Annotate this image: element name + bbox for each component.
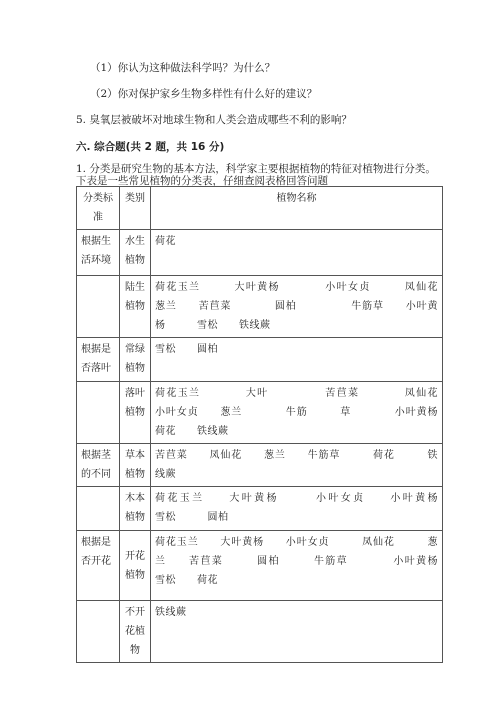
row-basis [77,487,120,531]
table-row [77,382,443,444]
row-plant-names: 荷花玉兰 大叶黄杨 小叶女贞 凤仙花 葱兰 苦苣菜 圆柏 牛筋草 小叶黄杨 雪松 铁线蕨 [151,276,443,338]
row-plant-names: 雪松 圆柏 [151,338,443,382]
row-plant-names: 荷花玉兰 大叶黄杨 小叶女贞 凤仙花 葱兰 苦苣菜 圆柏 牛筋草 小叶黄杨 雪松 荷花 [151,531,443,601]
row-category: 水生植物 [120,230,151,276]
row-category: 木本植物 [120,487,151,531]
row-category: 不开花植物 [120,601,151,663]
header-names: 植物名称 [151,187,443,230]
row-category: 开花植物 [120,531,151,601]
table-row [77,230,443,276]
row-plant-names: 铁线蕨 [151,601,443,663]
row-basis [77,276,120,338]
row-plant-names: 苦苣菜 凤仙花 葱兰 牛筋草 荷花 铁线蕨 [151,444,443,487]
table-row [77,276,443,338]
question-1: （1）你认为这种做法科学吗？为什么？ [90,62,276,74]
plant-classification-table [76,186,470,663]
intro-line-1: 1. 分类是研究生物的基本方法，科学家主要根据植物的特征对植物进行分类。 [76,163,436,175]
row-basis: 根据茎的不同 [77,444,120,487]
table-header-row [77,187,443,230]
intro-line-2: 下表是一些常见植物的分类表，仔细查阅表格回答问题 [76,175,328,187]
question-5: 5. 臭氧层被破坏对地球生物和人类会造成哪些不利的影响？ [76,114,352,126]
row-category: 陆生植物 [120,276,151,338]
row-basis: 根据是否落叶 [77,338,120,382]
row-category: 常绿植物 [120,338,151,382]
row-basis [77,601,120,663]
section-title: 六. 综合题(共 2 题，共 16 分) [76,141,225,153]
row-plant-names: 荷花 [151,230,443,276]
row-basis: 根据生活环境 [77,230,120,276]
table-row [77,601,443,663]
row-plant-names: 荷花玉兰 大叶 苦苣菜 凤仙花 小叶女贞 葱兰 牛筋 草 小叶黄杨 荷花 铁线蕨 [151,382,443,444]
header-basis: 分类标准 [77,187,120,230]
row-plant-names: 荷花玉兰 大叶黄杨 小叶女贞 小叶黄杨 雪松 圆柏 [151,487,443,531]
table-row [77,531,443,601]
table-row [77,444,443,487]
table-row [77,487,443,531]
row-category: 落叶植物 [120,382,151,444]
row-category: 草本植物 [120,444,151,487]
table-row [77,338,443,382]
row-basis [77,382,120,444]
question-2: （2）你对保护家乡生物多样性有什么好的建议？ [90,88,318,100]
header-category: 类别 [120,187,151,230]
row-basis: 根据是否开花 [77,531,120,601]
